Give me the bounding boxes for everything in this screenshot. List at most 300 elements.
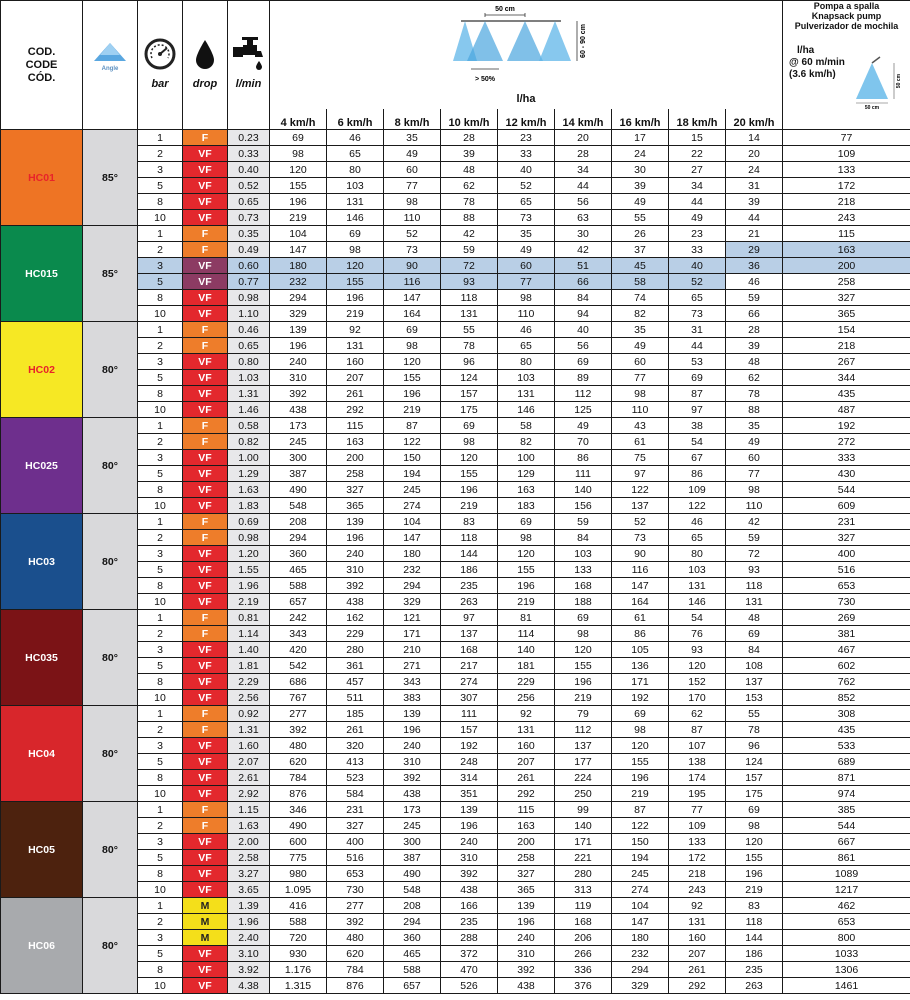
knapsack-lha-cell: 218 xyxy=(783,194,910,210)
lha-cell: 232 xyxy=(384,562,441,578)
lha-cell: 55 xyxy=(612,210,669,226)
lha-cell: 39 xyxy=(726,338,783,354)
droplet-class-cell: F xyxy=(183,434,228,450)
lha-cell: 207 xyxy=(327,370,384,386)
lha-cell: 33 xyxy=(498,146,555,162)
knapsack-lha-cell: 533 xyxy=(783,738,910,754)
lha-cell: 155 xyxy=(270,178,327,194)
lha-cell: 336 xyxy=(555,962,612,978)
lha-cell: 219 xyxy=(726,882,783,898)
lha-cell: 78 xyxy=(726,386,783,402)
lha-cell: 80 xyxy=(498,354,555,370)
pressure-cell: 5 xyxy=(138,274,183,290)
lha-cell: 35 xyxy=(498,226,555,242)
lha-cell: 77 xyxy=(669,802,726,818)
lha-cell: 73 xyxy=(498,210,555,226)
lha-cell: 207 xyxy=(498,754,555,770)
table-row xyxy=(1,738,910,754)
pressure-cell: 5 xyxy=(138,178,183,194)
lha-cell: 110 xyxy=(726,498,783,514)
flow-rate-cell: 0.35 xyxy=(228,226,270,242)
lha-cell: 1.095 xyxy=(270,882,327,898)
lha-cell: 140 xyxy=(498,642,555,658)
pressure-cell: 10 xyxy=(138,498,183,514)
knapsack-lha-cell: 435 xyxy=(783,386,910,402)
lha-cell: 294 xyxy=(270,290,327,306)
lha-cell: 103 xyxy=(498,370,555,386)
pressure-cell: 8 xyxy=(138,482,183,498)
lha-cell: 39 xyxy=(612,178,669,194)
lha-cell: 775 xyxy=(270,850,327,866)
nozzle-code-cell: HC03 xyxy=(1,514,83,610)
lha-cell: 73 xyxy=(384,242,441,258)
lha-cell: 120 xyxy=(555,642,612,658)
knapsack-title-en: Knapsack pump xyxy=(811,11,882,21)
lha-cell: 60 xyxy=(612,354,669,370)
lha-cell: 69 xyxy=(384,322,441,338)
lha-cell: 96 xyxy=(441,354,498,370)
lha-cell: 438 xyxy=(441,882,498,898)
knapsack-lha-cell: 192 xyxy=(783,418,910,434)
lha-cell: 168 xyxy=(441,642,498,658)
lha-cell: 24 xyxy=(612,146,669,162)
lha-cell: 219 xyxy=(498,594,555,610)
flow-label: l/min xyxy=(235,78,262,90)
code-header xyxy=(1,1,83,130)
lha-cell: 219 xyxy=(270,210,327,226)
lha-cell: 137 xyxy=(726,674,783,690)
lha-cell: 77 xyxy=(612,370,669,386)
lha-cell: 288 xyxy=(441,930,498,946)
lha-cell: 240 xyxy=(384,738,441,754)
droplet-class-cell: VF xyxy=(183,386,228,402)
lha-cell: 104 xyxy=(612,898,669,914)
flow-rate-cell: 1.40 xyxy=(228,642,270,658)
lha-cell: 173 xyxy=(270,418,327,434)
pressure-cell: 5 xyxy=(138,466,183,482)
lha-cell: 44 xyxy=(669,338,726,354)
table-row xyxy=(1,658,910,674)
lha-cell: 314 xyxy=(441,770,498,786)
lha-cell: 131 xyxy=(441,306,498,322)
flow-rate-cell: 0.23 xyxy=(228,130,270,146)
lha-cell: 69 xyxy=(726,626,783,642)
table-row xyxy=(1,674,910,690)
spray-angle-cell: 80° xyxy=(83,610,138,706)
lha-cell: 180 xyxy=(270,258,327,274)
knapsack-lha-cell: 1461 xyxy=(783,978,910,994)
knapsack-title-it: Pompa a spalla xyxy=(813,1,880,11)
lha-cell: 313 xyxy=(555,882,612,898)
table-row xyxy=(1,402,910,418)
pressure-cell: 3 xyxy=(138,642,183,658)
lha-cell: 42 xyxy=(726,514,783,530)
lha-cell: 131 xyxy=(327,338,384,354)
lha-cell: 208 xyxy=(384,898,441,914)
lha-cell: 186 xyxy=(441,562,498,578)
lha-cell: 307 xyxy=(441,690,498,706)
table-row xyxy=(1,466,910,482)
lha-cell: 480 xyxy=(327,930,384,946)
droplet-class-cell: F xyxy=(183,418,228,434)
lha-cell: 59 xyxy=(441,242,498,258)
lha-cell: 87 xyxy=(669,386,726,402)
lha-cell: 219 xyxy=(555,690,612,706)
lha-cell: 81 xyxy=(498,610,555,626)
lha-cell: 192 xyxy=(612,690,669,706)
code-label-es: CÓD. xyxy=(27,71,56,84)
lha-cell: 686 xyxy=(270,674,327,690)
lha-cell: 207 xyxy=(669,946,726,962)
lha-cell: 139 xyxy=(327,514,384,530)
lha-cell: 118 xyxy=(441,530,498,546)
lha-cell: 72 xyxy=(441,258,498,274)
lha-cell: 657 xyxy=(384,978,441,994)
lha-cell: 168 xyxy=(555,914,612,930)
lha-cell: 376 xyxy=(555,978,612,994)
flow-rate-cell: 2.07 xyxy=(228,754,270,770)
knapsack-lha-cell: 1089 xyxy=(783,866,910,882)
droplet-header xyxy=(183,1,228,130)
lha-cell: 229 xyxy=(498,674,555,690)
lha-cell: 206 xyxy=(555,930,612,946)
lha-cell: 196 xyxy=(270,338,327,354)
knapsack-lha-cell: 344 xyxy=(783,370,910,386)
lha-cell: 248 xyxy=(441,754,498,770)
table-row xyxy=(1,866,910,882)
knapsack-lha-cell: 544 xyxy=(783,818,910,834)
lha-cell: 245 xyxy=(270,434,327,450)
flow-rate-cell: 0.82 xyxy=(228,434,270,450)
lha-cell: 52 xyxy=(612,514,669,530)
lha-cell: 60 xyxy=(726,450,783,466)
flow-rate-cell: 0.98 xyxy=(228,530,270,546)
knapsack-lha-cell: 1217 xyxy=(783,882,910,898)
lha-cell: 137 xyxy=(612,498,669,514)
lha-cell: 392 xyxy=(384,770,441,786)
lha-cell: 1.315 xyxy=(270,978,327,994)
table-row xyxy=(1,434,910,450)
lha-cell: 343 xyxy=(270,626,327,642)
lha-cell: 93 xyxy=(726,562,783,578)
lha-cell: 274 xyxy=(612,882,669,898)
lha-cell: 465 xyxy=(270,562,327,578)
pressure-cell: 2 xyxy=(138,914,183,930)
knapsack-lha-cell: 516 xyxy=(783,562,910,578)
lha-cell: 59 xyxy=(726,290,783,306)
lha-cell: 116 xyxy=(384,274,441,290)
knapsack-lha-cell: 231 xyxy=(783,514,910,530)
lha-cell: 280 xyxy=(327,642,384,658)
lha-cell: 75 xyxy=(612,450,669,466)
lha-cell: 876 xyxy=(327,978,384,994)
lha-cell: 122 xyxy=(612,482,669,498)
droplet-class-cell: VF xyxy=(183,258,228,274)
lha-cell: 69 xyxy=(498,514,555,530)
speed-header-6: 16 km/h xyxy=(612,109,669,130)
lha-cell: 231 xyxy=(327,802,384,818)
lha-cell: 55 xyxy=(726,706,783,722)
nozzle-code-cell: HC025 xyxy=(1,418,83,514)
table-row xyxy=(1,914,910,930)
lha-cell: 63 xyxy=(555,210,612,226)
lha-cell: 392 xyxy=(327,914,384,930)
lha-cell: 97 xyxy=(612,466,669,482)
lha-cell: 111 xyxy=(441,706,498,722)
lha-cell: 93 xyxy=(441,274,498,290)
knapsack-lha-cell: 200 xyxy=(783,258,910,274)
knapsack-lha-cell: 109 xyxy=(783,146,910,162)
lha-cell: 86 xyxy=(555,450,612,466)
angle-icon-text: Angle xyxy=(101,66,119,72)
droplet-class-cell: VF xyxy=(183,194,228,210)
table-row xyxy=(1,946,910,962)
droplet-class-cell: F xyxy=(183,706,228,722)
lha-cell: 876 xyxy=(270,786,327,802)
table-row xyxy=(1,930,910,946)
knapsack-lha-cell: 77 xyxy=(783,130,910,146)
lha-cell: 164 xyxy=(384,306,441,322)
lha-cell: 124 xyxy=(441,370,498,386)
lha-cell: 277 xyxy=(270,706,327,722)
lha-cell: 65 xyxy=(498,338,555,354)
pressure-cell: 3 xyxy=(138,450,183,466)
lha-cell: 365 xyxy=(498,882,555,898)
lha-cell: 77 xyxy=(384,178,441,194)
lha-cell: 52 xyxy=(384,226,441,242)
flow-rate-cell: 2.19 xyxy=(228,594,270,610)
pressure-cell: 1 xyxy=(138,226,183,242)
lha-cell: 59 xyxy=(726,530,783,546)
lha-cell: 930 xyxy=(270,946,327,962)
knapsack-lha-cell: 163 xyxy=(783,242,910,258)
lha-cell: 160 xyxy=(327,354,384,370)
pressure-cell: 2 xyxy=(138,146,183,162)
flow-rate-cell: 0.98 xyxy=(228,290,270,306)
lha-cell: 294 xyxy=(384,578,441,594)
lha-cell: 329 xyxy=(270,306,327,322)
lha-cell: 69 xyxy=(555,354,612,370)
lha-cell: 82 xyxy=(612,306,669,322)
lha-cell: 416 xyxy=(270,898,327,914)
table-row xyxy=(1,162,910,178)
lha-cell: 93 xyxy=(669,642,726,658)
boom-spray-diagram xyxy=(453,1,593,93)
lha-cell: 84 xyxy=(555,290,612,306)
lha-cell: 329 xyxy=(384,594,441,610)
pressure-header xyxy=(138,1,183,130)
lha-cell: 438 xyxy=(327,594,384,610)
lha-cell: 196 xyxy=(270,194,327,210)
droplet-class-cell: VF xyxy=(183,658,228,674)
table-row xyxy=(1,770,910,786)
lha-cell: 69 xyxy=(669,370,726,386)
lha-cell: 60 xyxy=(384,162,441,178)
lha-cell: 542 xyxy=(270,658,327,674)
lha-cell: 511 xyxy=(327,690,384,706)
droplet-class-cell: F xyxy=(183,610,228,626)
lha-cell: 166 xyxy=(441,898,498,914)
pressure-cell: 5 xyxy=(138,562,183,578)
lha-cell: 155 xyxy=(441,466,498,482)
pressure-cell: 2 xyxy=(138,818,183,834)
lha-cell: 383 xyxy=(384,690,441,706)
table-row xyxy=(1,962,910,978)
table-row xyxy=(1,194,910,210)
lha-cell: 27 xyxy=(669,162,726,178)
lha-cell: 61 xyxy=(612,434,669,450)
flow-rate-cell: 3.10 xyxy=(228,946,270,962)
lha-cell: 196 xyxy=(555,674,612,690)
lha-cell: 465 xyxy=(384,946,441,962)
lha-cell: 62 xyxy=(441,178,498,194)
lha-cell: 92 xyxy=(669,898,726,914)
droplet-class-cell: VF xyxy=(183,866,228,882)
lha-cell: 217 xyxy=(441,658,498,674)
lha-cell: 173 xyxy=(384,802,441,818)
lha-cell: 104 xyxy=(384,514,441,530)
droplet-class-cell: F xyxy=(183,242,228,258)
lha-cell: 588 xyxy=(270,578,327,594)
lha-cell: 20 xyxy=(726,146,783,162)
lha-cell: 240 xyxy=(441,834,498,850)
lha-cell: 31 xyxy=(726,178,783,194)
knapsack-lha-cell: 730 xyxy=(783,594,910,610)
flow-rate-cell: 0.69 xyxy=(228,514,270,530)
pressure-cell: 5 xyxy=(138,370,183,386)
droplet-class-cell: F xyxy=(183,338,228,354)
flow-rate-cell: 1.83 xyxy=(228,498,270,514)
lha-cell: 62 xyxy=(726,370,783,386)
knapsack-lha-cell: 258 xyxy=(783,274,910,290)
lha-cell: 34 xyxy=(555,162,612,178)
lha-cell: 59 xyxy=(555,514,612,530)
lha-cell: 490 xyxy=(270,818,327,834)
lha-cell: 133 xyxy=(669,834,726,850)
lha-cell: 310 xyxy=(498,946,555,962)
lha-cell: 548 xyxy=(270,498,327,514)
flow-rate-cell: 1.29 xyxy=(228,466,270,482)
lha-cell: 310 xyxy=(384,754,441,770)
table-body xyxy=(1,130,910,994)
table-row xyxy=(1,130,910,146)
lha-cell: 438 xyxy=(270,402,327,418)
lha-cell: 73 xyxy=(612,530,669,546)
flow-rate-cell: 2.29 xyxy=(228,674,270,690)
pressure-cell: 1 xyxy=(138,610,183,626)
lha-cell: 523 xyxy=(327,770,384,786)
lha-cell: 72 xyxy=(726,546,783,562)
lha-cell: 96 xyxy=(726,738,783,754)
lha-cell: 131 xyxy=(726,594,783,610)
lha-cell: 139 xyxy=(441,802,498,818)
lha-cell: 98 xyxy=(726,818,783,834)
pressure-cell: 2 xyxy=(138,722,183,738)
lha-cell: 131 xyxy=(669,578,726,594)
spray-angle-cell: 80° xyxy=(83,898,138,994)
lha-cell: 31 xyxy=(669,322,726,338)
droplet-class-cell: VF xyxy=(183,370,228,386)
lha-cell: 69 xyxy=(726,802,783,818)
pressure-cell: 1 xyxy=(138,706,183,722)
lha-cell: 116 xyxy=(612,562,669,578)
lha-cell: 653 xyxy=(327,866,384,882)
lha-cell: 120 xyxy=(726,834,783,850)
table-row xyxy=(1,610,910,626)
spray-angle-cell: 85° xyxy=(83,226,138,322)
lha-cell: 92 xyxy=(498,706,555,722)
table-row xyxy=(1,450,910,466)
lha-cell: 103 xyxy=(669,562,726,578)
speed-header-5: 14 km/h xyxy=(555,109,612,130)
lha-cell: 58 xyxy=(612,274,669,290)
lha-cell: 139 xyxy=(384,706,441,722)
lha-cell: 39 xyxy=(726,194,783,210)
lha-cell: 131 xyxy=(498,722,555,738)
lha-cell: 15 xyxy=(669,130,726,146)
lha-cell: 122 xyxy=(612,818,669,834)
droplet-class-cell: VF xyxy=(183,354,228,370)
lha-cell: 221 xyxy=(555,850,612,866)
flow-rate-cell: 1.63 xyxy=(228,482,270,498)
pressure-cell: 1 xyxy=(138,130,183,146)
table-row xyxy=(1,818,910,834)
lha-cell: 219 xyxy=(327,306,384,322)
flow-rate-cell: 0.77 xyxy=(228,274,270,290)
droplet-class-cell: VF xyxy=(183,882,228,898)
lha-cell: 112 xyxy=(555,722,612,738)
lha-cell: 70 xyxy=(555,434,612,450)
lha-cell: 196 xyxy=(726,866,783,882)
lha-cell: 97 xyxy=(669,402,726,418)
lha-cell: 196 xyxy=(327,290,384,306)
lha-cell: 46 xyxy=(327,130,384,146)
lha-cell: 98 xyxy=(555,626,612,642)
lha-cell: 80 xyxy=(327,162,384,178)
droplet-class-cell: VF xyxy=(183,962,228,978)
droplet-class-cell: F xyxy=(183,818,228,834)
lha-cell: 156 xyxy=(555,498,612,514)
lha-cell: 107 xyxy=(669,738,726,754)
lha-cell: 24 xyxy=(726,162,783,178)
knapsack-height-label: 50 cm xyxy=(896,73,903,89)
flow-rate-cell: 1.39 xyxy=(228,898,270,914)
lha-cell: 588 xyxy=(384,962,441,978)
lha-cell: 171 xyxy=(555,834,612,850)
lha-cell: 245 xyxy=(384,818,441,834)
table-row xyxy=(1,418,910,434)
lha-cell: 146 xyxy=(669,594,726,610)
lha-cell: 44 xyxy=(726,210,783,226)
flow-rate-cell: 0.80 xyxy=(228,354,270,370)
code-label-en: CODE xyxy=(25,58,58,71)
lha-cell: 112 xyxy=(555,386,612,402)
droplet-class-cell: VF xyxy=(183,834,228,850)
droplet-class-cell: VF xyxy=(183,178,228,194)
lha-cell: 28 xyxy=(555,146,612,162)
lha-cell: 49 xyxy=(669,210,726,226)
lha-cell: 55 xyxy=(441,322,498,338)
lha-cell: 261 xyxy=(498,770,555,786)
table-row xyxy=(1,690,910,706)
lha-cell: 65 xyxy=(669,290,726,306)
lha-cell: 784 xyxy=(270,770,327,786)
lha-cell: 263 xyxy=(441,594,498,610)
pressure-cell: 5 xyxy=(138,850,183,866)
lha-cell: 294 xyxy=(384,914,441,930)
lha-cell: 120 xyxy=(612,738,669,754)
pressure-cell: 10 xyxy=(138,882,183,898)
